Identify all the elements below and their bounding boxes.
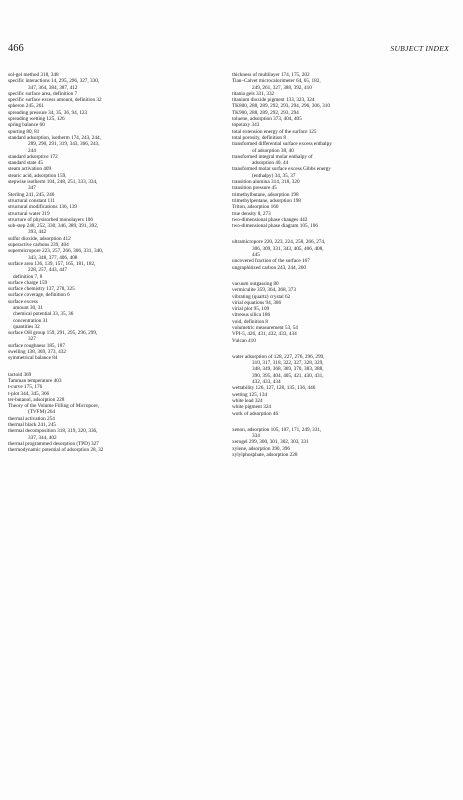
index-entry: water adsorption of 128, 227, 276, 296, 299,	[232, 353, 325, 360]
index-entry-continuation: (enthalpy) 34, 35, 37	[252, 172, 296, 179]
index-entry-continuation: 390, 395, 404, 405, 421, 430, 431,	[252, 372, 324, 379]
index-entry: topotaxy 343	[232, 122, 260, 129]
index-entry-continuation: of adsorption 38, 40	[252, 147, 294, 154]
index-entry-continuation: 343, 348, 377, 406, 408	[28, 254, 78, 261]
index-column-right	[232, 72, 454, 458]
index-entry-continuation: quantities 32	[13, 323, 40, 330]
letter-group-gap	[8, 362, 220, 372]
index-entry: standard state 45	[8, 160, 43, 167]
index-entry: TK900, 288, 289, 292, 293, 294	[232, 109, 299, 116]
index-entry: vermiculite 359, 364, 368, 373	[232, 287, 296, 294]
index-entry: xylylphosphate, adsorption 228	[232, 452, 298, 459]
index-entry: stearic acid, adsorption 159,	[8, 172, 67, 179]
index-entry: superactive carbons 239, 404	[8, 242, 69, 249]
index-entry: standard adsorption, isotherm 174, 243, 244,	[8, 134, 101, 141]
index-entry: total porosity, definition 8	[232, 134, 286, 141]
index-entry: vibrating (quartz) crystal 62	[232, 293, 291, 300]
index-entry: Triton, adsorption 160	[232, 204, 279, 211]
index-entry: structural constant 111	[8, 197, 55, 204]
index-entry: supermicropore 223, 257, 266, 306, 331, 340,	[8, 248, 104, 255]
letter-group-gap	[232, 229, 454, 239]
index-entry-continuation: concentration 31	[13, 317, 48, 324]
index-entry: surface excess	[8, 298, 38, 305]
index-entry-continuation: 249, 261, 327, 388, 392, 410	[252, 84, 312, 91]
index-entry: thermal black 241, 245	[8, 422, 56, 429]
index-entry-continuation: (TVFM) 264	[28, 409, 56, 416]
index-entry: structural modifications 136, 139	[8, 204, 78, 211]
index-entry: true density 8, 273	[232, 210, 271, 217]
running-head: SUBJECT INDEX	[390, 44, 449, 53]
index-entry: thermal decomposition 318, 319, 320, 336,	[8, 428, 98, 435]
index-entry: virial equations 94, 386	[232, 299, 282, 306]
index-entry: transformed molar surface excess Gibbs energy	[232, 166, 331, 173]
index-entry: spurting 80, 81	[8, 128, 40, 135]
index-entry: uncovered fraction of the surface 167	[232, 258, 310, 265]
page-number: 466	[8, 43, 24, 54]
index-entry: structure of physisorbed monolayers 106	[8, 216, 93, 223]
index-entry: TK800, 288, 289, 292, 293, 294, 296, 306, 310	[232, 103, 330, 110]
index-entry: volumetric measurement 53, 54	[232, 324, 298, 331]
index-entry: total extension energy of the surface 125	[232, 128, 317, 135]
index-entry: virial plot 95, 109	[232, 306, 270, 313]
index-entry: trimethylbutane, adsorption 198	[232, 191, 299, 198]
index-entry-continuation: adsorption 40, 44	[252, 160, 289, 167]
index-entry: thermodynamic potential of adsorption 28, 32	[8, 447, 104, 454]
index-entry: specific interactions 14, 295, 296, 327, 330,	[8, 78, 100, 85]
index-entry: surface coverage, definition 6	[8, 292, 70, 299]
letter-group-gap	[232, 417, 454, 427]
index-entry-continuation: 289, 290, 291, 319, 343, 366, 243,	[28, 141, 100, 148]
index-entry: xerogel 299, 300, 301, 302, 303, 331	[232, 439, 309, 446]
index-entry: stepwise isotherm 104, 248, 251, 333, 334,	[8, 179, 98, 186]
index-entry: t-curve 175, 176	[8, 384, 43, 391]
index-entry: surface area 136, 139, 157, 165, 181, 182,	[8, 260, 96, 267]
index-entry: structural water 319	[8, 210, 50, 217]
index-entry: wettability 126, 127, 128, 135, 136, 446	[232, 385, 316, 392]
index-entry: thermal activation 254	[8, 415, 55, 422]
index-entry-continuation: 432, 433, 434	[252, 379, 281, 386]
index-entry: sol-gel method 318, 348	[8, 72, 59, 78]
index-entry: white lead 324	[232, 397, 263, 404]
index-entry-continuation: 393, 442	[28, 229, 47, 236]
index-entry: thickness of multilayer 174, 175, 202	[232, 72, 310, 78]
index-entry: sulfur dioxide, adsorption 412	[8, 235, 71, 242]
index-entry: Tian–Calvet microcalorimeter 64, 65, 182,	[232, 78, 321, 85]
index-entry: two-dimensional phase changes 442	[232, 216, 308, 223]
index-entry: surface chemistry 137, 278, 325	[8, 286, 75, 293]
letter-group-gap	[232, 271, 454, 281]
index-entry: trimethylpentane, adsorption 198	[232, 197, 301, 204]
index-entry: white pigment 324	[232, 404, 272, 411]
index-entry: Theory of the Volume Filling of Micropore,	[8, 403, 99, 410]
index-entry: xenon, adsorption 105, 107, 171, 249, 331,	[232, 426, 322, 433]
index-entry: transition alumina 314, 318, 320	[232, 179, 300, 186]
index-entry: toluene, adsorption 373, 404, 405	[232, 116, 302, 123]
index-entry: work of adsorption 46	[232, 410, 279, 417]
index-entry: thermal programmed desorption (TPD) 327	[8, 440, 99, 447]
index-entry-continuation: 334	[252, 433, 260, 440]
index-entry-continuation: 348, 349, 368, 369, 370, 383, 388,	[252, 366, 324, 373]
index-entry-continuation: 244	[28, 147, 36, 154]
index-entry: t-plot 344, 345, 366	[8, 390, 50, 397]
index-entry: specific surface area, definition 7	[8, 90, 78, 97]
index-entry: void, definition 8	[232, 318, 268, 325]
index-entry-continuation: 347, 364, 384, 387, 412	[28, 84, 78, 91]
index-entry: VPI-5, 426, 431, 432, 433, 434	[232, 331, 297, 338]
index-entry: sub-step 248, 252, 330, 346, 389, 391, 392,	[8, 223, 99, 230]
index-column-left	[8, 72, 220, 454]
index-entry: steam activation 409	[8, 166, 52, 173]
index-entry: swelling 138, 369, 373, 432	[8, 349, 66, 356]
index-entry: titania gels 331, 332	[232, 90, 275, 97]
index-entry-continuation: amount 30, 31	[13, 304, 43, 311]
index-entry: spreading wetting 125, 126	[8, 116, 65, 123]
index-entry: transformed differential surface excess enthalpy	[232, 141, 332, 148]
index-entry: spring balance 60	[8, 122, 45, 129]
index-entry: standard adsorptive 172	[8, 153, 58, 160]
index-entry-continuation: chemical potential 33, 35, 36	[13, 311, 74, 318]
index-entry: surface charge 159	[8, 279, 48, 286]
index-entry: tactoid 369	[8, 371, 32, 378]
index-entry-continuation: 310, 317, 318, 322, 327, 328, 329,	[252, 360, 324, 367]
index-entry: spheron 245, 261	[8, 103, 44, 110]
index-entry-continuation: 337, 344, 402	[28, 434, 57, 441]
index-entry: surface roughness 185, 187	[8, 342, 65, 349]
index-entry-continuation: 445	[252, 252, 260, 259]
index-entry: Vulcan 410	[232, 337, 256, 344]
index-entry: ungraphitized carbon 243, 244, 260	[232, 264, 306, 271]
index-entry: ultramicropore 220, 223, 224, 258, 266, 274,	[232, 239, 326, 246]
index-entry-continuation: 327	[28, 336, 36, 343]
index-entry: surface OH group 159, 291, 295, 296, 299,	[8, 330, 98, 337]
index-entry: titanium dioxide pigment 133, 323, 324	[232, 97, 315, 104]
index-entry: wetting 125, 134	[232, 391, 268, 398]
index-entry: symmetrical balance 84	[8, 355, 58, 362]
index-entry: spreading pressure 34, 35, 36, 94, 123	[8, 109, 88, 116]
index-entry-continuation: 306, 309, 331, 343, 405, 406, 408,	[252, 245, 324, 252]
index-entry: transition pressure 45	[232, 185, 277, 192]
index-entry: vacuum outgassing 80	[232, 280, 279, 287]
index-entry: Sterling 241, 245, 246	[8, 191, 55, 198]
index-entry: specific surface excess amount, definition 32	[8, 97, 102, 104]
index-entry-continuation: definition 7, 8	[13, 273, 43, 280]
index-entry: xylene, adsorption 390, 396	[232, 445, 290, 452]
index-entry: Tamman temperature 403	[8, 377, 62, 384]
letter-group-gap	[232, 344, 454, 354]
index-entry-continuation: 228, 257, 443, 447	[28, 267, 68, 274]
index-entry-continuation: 347	[28, 185, 36, 192]
index-entry: vitreous silica 186	[232, 312, 271, 319]
index-entry: transformed integral molar enthalpy of	[232, 153, 313, 160]
index-entry: two-dimensional phase diagram 105, 106	[232, 223, 318, 230]
index-entry: ter-butanol, adsorption 228	[8, 396, 65, 403]
page-header	[8, 43, 449, 57]
